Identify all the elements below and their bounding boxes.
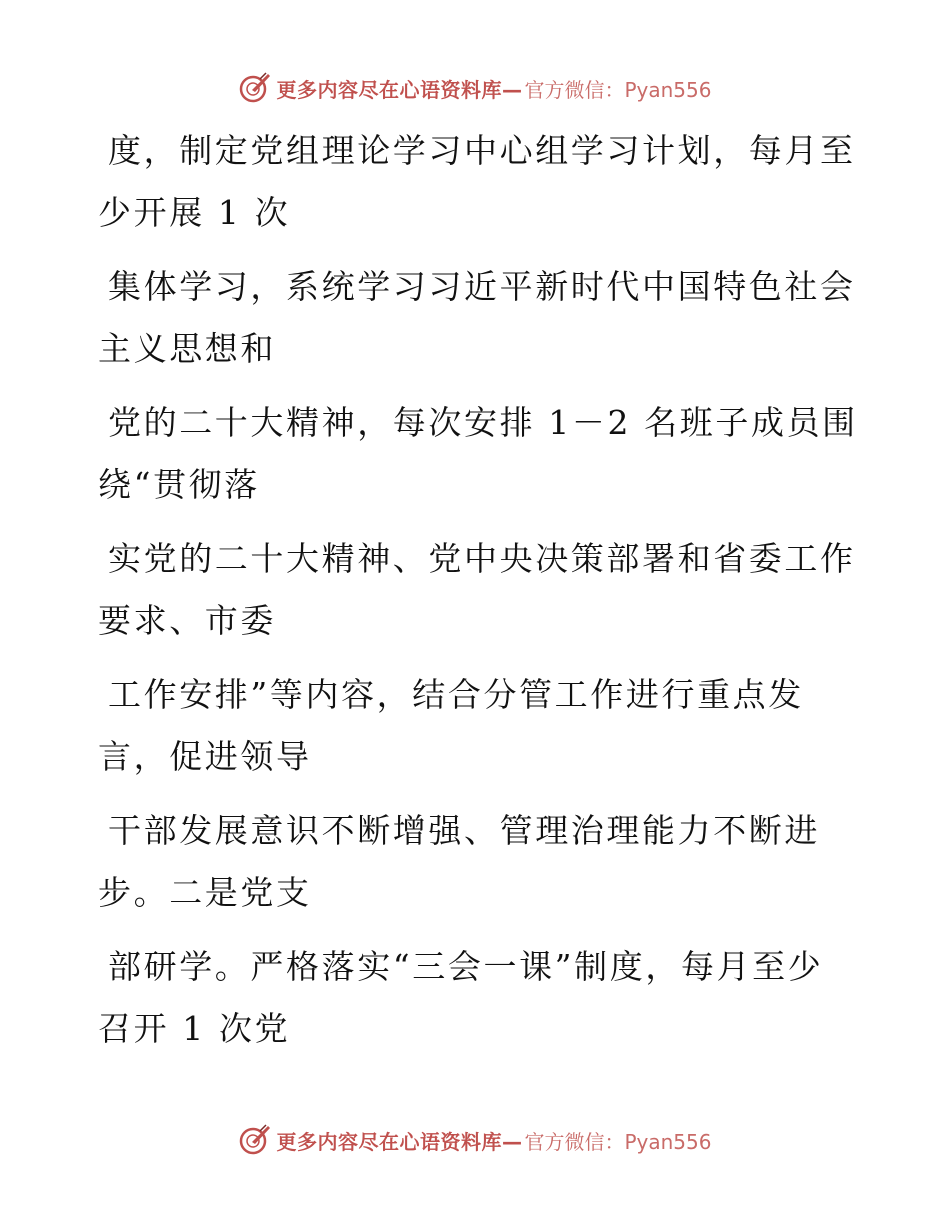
watermark-wechat: 官方微信：Pyan556 bbox=[524, 77, 712, 102]
paragraph-line: 集体学习，系统学习习近平新时代中国特色社会 bbox=[108, 267, 856, 306]
watermark-text: 更多内容尽在心语资料库— bbox=[276, 77, 523, 102]
watermark-wechat: 官方微信：Pyan556 bbox=[524, 1129, 712, 1154]
document-body bbox=[98, 120, 858, 1072]
paragraph-line: 少开展 1 次 bbox=[98, 193, 291, 232]
paragraph-line: 召开 1 次党 bbox=[98, 1009, 291, 1048]
paragraph-line: 要求、市委 bbox=[98, 601, 276, 640]
quill-pen-logo-icon bbox=[238, 71, 272, 105]
paragraph-6 bbox=[98, 800, 838, 924]
watermark-text: 更多内容尽在心语资料库— bbox=[276, 1129, 523, 1154]
paragraph-line: 工作安排”等内容，结合分管工作进行重点发 bbox=[108, 675, 804, 714]
paragraph-2 bbox=[98, 256, 856, 380]
paragraph-line: 部研学。严格落实“三会一课”制度，每月至少 bbox=[108, 947, 824, 986]
paragraph-line: 干部发展意识不断增强、管理治理能力不断进 bbox=[108, 811, 820, 850]
paragraph-line: 党的二十大精神，每次安排 1－2 名班子成员围 bbox=[108, 403, 858, 442]
paragraph-3 bbox=[98, 392, 858, 516]
paragraph-4 bbox=[98, 528, 856, 652]
paragraph-line: 实党的二十大精神、党中央决策部署和省委工作 bbox=[108, 539, 856, 578]
paragraph-5 bbox=[98, 664, 838, 788]
paragraph-7 bbox=[98, 936, 838, 1060]
footer-watermark bbox=[0, 1120, 950, 1160]
paragraph-line: 言，促进领导 bbox=[98, 737, 312, 776]
paragraph-line: 度，制定党组理论学习中心组学习计划，每月至 bbox=[108, 131, 856, 170]
paragraph-line: 绕“贯彻落 bbox=[98, 465, 260, 504]
paragraph-line: 步。二是党支 bbox=[98, 873, 312, 912]
paragraph-1 bbox=[98, 120, 856, 244]
paragraph-line: 主义思想和 bbox=[98, 329, 276, 368]
header-watermark bbox=[0, 68, 950, 108]
quill-pen-logo-icon bbox=[238, 1123, 272, 1157]
